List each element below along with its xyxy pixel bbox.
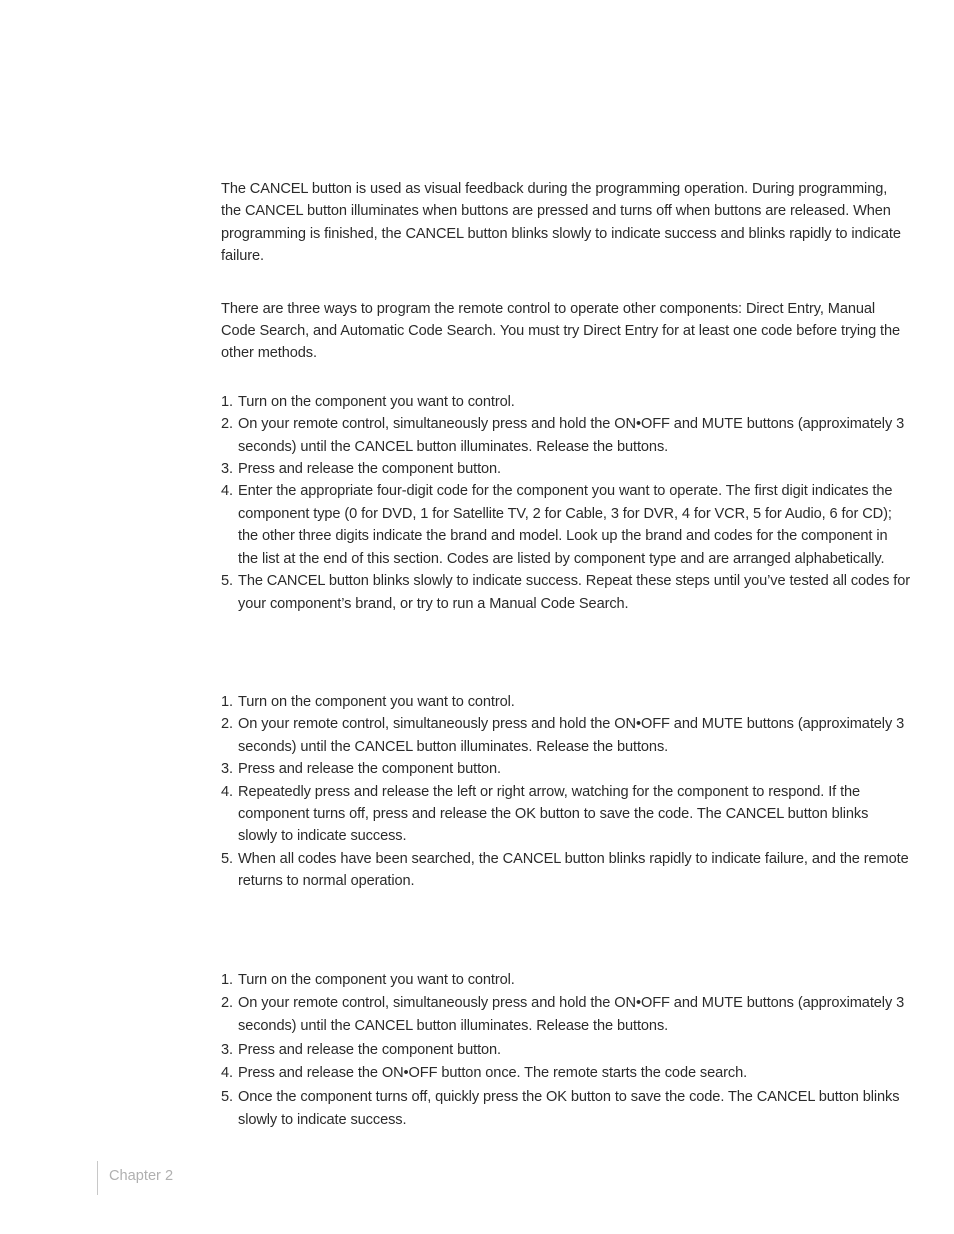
automatic-code-search-steps-list — [221, 969, 911, 1133]
list-item — [221, 391, 911, 413]
list-item — [221, 1039, 911, 1062]
step-text: On your remote control, simultaneously press and hold the ON•OFF and MUTE buttons (approximately 3 seconds) until the CANCEL button illuminates. Release the buttons. — [238, 716, 905, 755]
footer-divider — [97, 1161, 98, 1195]
step-number: 3. — [221, 1041, 233, 1058]
step-text: Once the component turns off, quickly press the OK button to save the code. The CANCEL button blinks slowly to indicate success. — [238, 1088, 900, 1128]
step-number: 4. — [221, 483, 233, 500]
list-item — [221, 480, 911, 570]
step-text: Turn on the component you want to control. — [238, 693, 515, 710]
step-number: 2. — [221, 994, 233, 1011]
step-text: Enter the appropriate four-digit code for the component you want to operate. The first digit indicates the component type (0 for DVD, 1 for Satellite TV, 2 for Cable, 3 for DVR, 4 for VCR, 5 for Audio, 6 for CD); the other three digits indicate the brand and model. Look up the brand and codes for the component in the list at the end of this section. Codes are listed by component type and are arranged alphabetically. — [238, 483, 893, 567]
step-text: Press and release the component button. — [238, 761, 502, 778]
page-content — [221, 178, 911, 1132]
list-item — [221, 758, 911, 780]
step-text: Turn on the component you want to control. — [238, 393, 515, 410]
step-text: On your remote control, simultaneously press and hold the ON•OFF and MUTE buttons (approximately 3 seconds) until the CANCEL button illuminates. Release the buttons. — [238, 416, 905, 455]
intro-paragraph-programming-methods: There are three ways to program the remote control to operate other components: Direct Entry, Manual Code Search, and Automatic Code Search. You must try Direct Entry for at least one code before trying the other methods. — [221, 300, 901, 362]
list-item — [221, 458, 911, 480]
step-number: 1. — [221, 393, 233, 410]
step-text: Turn on the component you want to control. — [238, 971, 515, 988]
list-item — [221, 570, 911, 615]
direct-entry-steps-list — [221, 391, 911, 615]
step-number: 2. — [221, 716, 233, 733]
step-number: 5. — [221, 573, 233, 590]
list-item — [221, 413, 911, 458]
step-text: The CANCEL button blinks slowly to indicate success. Repeat these steps until you’ve tested all codes for your component’s brand, or try to run a Manual Code Search. — [238, 573, 910, 612]
step-number: 3. — [221, 461, 233, 478]
list-item — [221, 1062, 911, 1085]
step-text: Press and release the component button. — [238, 1041, 502, 1058]
manual-code-search-steps-list — [221, 691, 911, 893]
step-text: On your remote control, simultaneously press and hold the ON•OFF and MUTE buttons (approximately 3 seconds) until the CANCEL button illuminates. Release the buttons. — [238, 994, 905, 1035]
list-item — [221, 969, 911, 992]
step-text: Press and release the component button. — [238, 461, 502, 478]
step-number: 4. — [221, 1065, 233, 1082]
list-item — [221, 713, 911, 758]
intro-paragraph-cancel-feedback: The CANCEL button is used as visual feedback during the programming operation. During programming, the CANCEL button illuminates when buttons are pressed and turns off when buttons are released. When programming is finished, the CANCEL button blinks slowly to indicate success and blinks rapidly to indicate failure. — [221, 181, 901, 265]
step-number: 2. — [221, 416, 233, 433]
chapter-label: Chapter 2 — [109, 1168, 174, 1184]
list-item — [221, 1086, 911, 1133]
step-number: 1. — [221, 971, 233, 988]
step-number: 3. — [221, 761, 233, 778]
step-text: Repeatedly press and release the left or right arrow, watching for the component to respond. If the component turns off, press and release the OK button to save the code. The CANCEL button blinks slowly to indicate success. — [238, 783, 869, 845]
step-number: 4. — [221, 783, 233, 800]
step-number: 5. — [221, 850, 233, 867]
list-item — [221, 992, 911, 1039]
step-text: Press and release the ON•OFF button once. The remote starts the code search. — [238, 1065, 748, 1082]
step-number: 1. — [221, 693, 233, 710]
step-number: 5. — [221, 1088, 233, 1105]
step-text: When all codes have been searched, the CANCEL button blinks rapidly to indicate failure, and the remote returns to normal operation. — [238, 850, 909, 890]
list-item — [221, 781, 911, 848]
list-item — [221, 691, 911, 713]
list-item — [221, 848, 911, 893]
